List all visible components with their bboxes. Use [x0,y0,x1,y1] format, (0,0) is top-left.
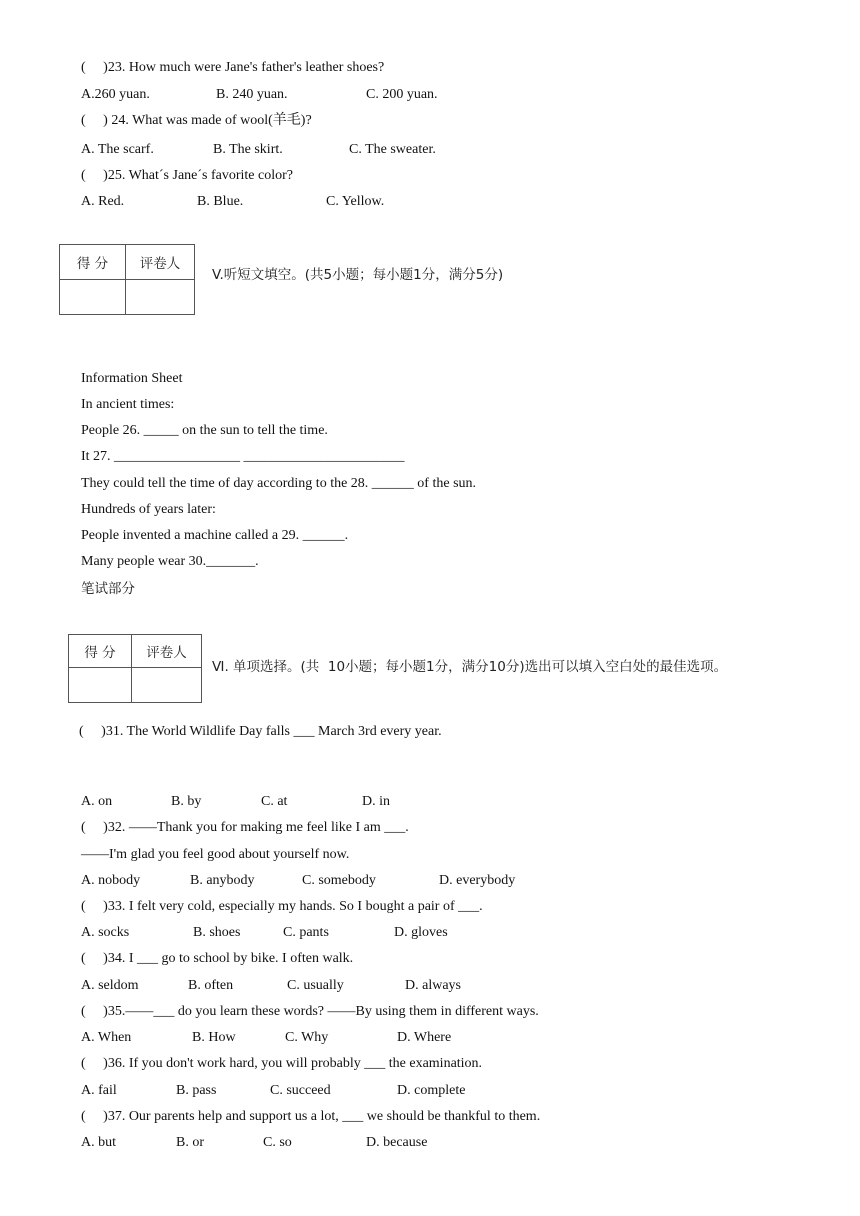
info-line-28: They could tell the time of day according to the 28. ______ of the sun. [81,476,477,491]
section-5-title: V.听短文填空。(共5小题；每小题1分，满分5分) [212,267,504,283]
q34-option-d: D. always [405,978,461,993]
q31-option-c: C. at [261,794,288,809]
q24-option-a: A. The scarf. [81,142,154,157]
score-header: 得 分 [69,635,132,668]
q34-option-a: A. seldom [81,978,139,993]
info-sheet-heading: Information Sheet [81,371,183,386]
q37-option-d: D. because [366,1135,428,1150]
score-cell[interactable] [60,280,126,315]
q35-option-b: B. How [192,1030,236,1045]
q34-option-b: B. often [188,978,234,993]
q23-stem: ( )23. How much were Jane's father's leather shoes? [81,60,385,75]
q35-stem: ( )35.——___ do you learn these words? ——By using them in different ways. [81,1004,539,1019]
q33-option-b: B. shoes [193,925,241,940]
q32-option-c: C. somebody [302,873,376,888]
q31-option-b: B. by [171,794,202,809]
q32-option-a: A. nobody [81,873,141,888]
q25-option-a: A. Red. [81,194,125,209]
q37-stem: ( )37. Our parents help and support us a lot, ___ we should be thankful to them. [81,1109,541,1124]
q23-option-c: C. 200 yuan. [366,87,438,102]
info-line-29: People invented a machine called a 29. ______. [81,528,349,543]
grader-header: 评卷人 [132,635,202,668]
q36-option-c: C. succeed [270,1083,331,1098]
q35-option-c: C. Why [285,1030,329,1045]
q36-option-d: D. complete [397,1083,466,1098]
grader-cell[interactable] [132,668,202,703]
q37-option-a: A. but [81,1135,116,1150]
q31-stem: ( )31. The World Wildlife Day falls ___ March 3rd every year. [79,724,442,739]
q24-stem: ( ) 24. What was made of wool(羊毛)? [81,113,312,128]
info-line-later: Hundreds of years later: [81,502,216,517]
q32-option-d: D. everybody [439,873,516,888]
info-line-ancient: In ancient times: [81,397,175,412]
score-table-section-6 [68,634,202,703]
written-part-heading: 笔试部分 [81,581,135,597]
q34-option-c: C. usually [287,978,344,993]
q32-option-b: B. anybody [190,873,255,888]
q25-stem: ( )25. What´s Jane´s favorite color? [81,168,293,183]
q33-option-c: C. pants [283,925,329,940]
q32-stem-reply: ——I'm glad you feel good about yourself now. [81,847,350,862]
grader-header: 评卷人 [126,245,195,280]
q33-option-d: D. gloves [394,925,448,940]
q23-option-b: B. 240 yuan. [216,87,288,102]
score-cell[interactable] [69,668,132,703]
grader-cell[interactable] [126,280,195,315]
q25-option-b: B. Blue. [197,194,244,209]
q35-option-d: D. Where [397,1030,452,1045]
q31-option-d: D. in [362,794,390,809]
info-line-26: People 26. _____ on the sun to tell the time. [81,423,328,438]
q35-option-a: A. When [81,1030,132,1045]
q31-option-a: A. on [81,794,113,809]
q33-option-a: A. socks [81,925,130,940]
info-line-30: Many people wear 30._______. [81,554,259,569]
q36-option-b: B. pass [176,1083,217,1098]
score-header: 得 分 [60,245,126,280]
q24-option-b: B. The skirt. [213,142,283,157]
info-line-27: It 27. __________________ _______________________ [81,449,405,464]
q36-option-a: A. fail [81,1083,117,1098]
q32-stem: ( )32. ——Thank you for making me feel like I am ___. [81,820,409,835]
section-6-title: Ⅵ. 单项选择。(共 10小题；每小题1分，满分10分)选出可以填入空白处的最佳选项。 [212,659,728,675]
q37-option-c: C. so [263,1135,292,1150]
q37-option-b: B. or [176,1135,204,1150]
score-table-section-5 [59,244,195,315]
q33-stem: ( )33. I felt very cold, especially my hands. So I bought a pair of ___. [81,899,483,914]
q24-option-c: C. The sweater. [349,142,436,157]
q34-stem: ( )34. I ___ go to school by bike. I often walk. [81,951,354,966]
q25-option-c: C. Yellow. [326,194,385,209]
q36-stem: ( )36. If you don't work hard, you will probably ___ the examination. [81,1056,483,1071]
q23-option-a: A.260 yuan. [81,87,150,102]
